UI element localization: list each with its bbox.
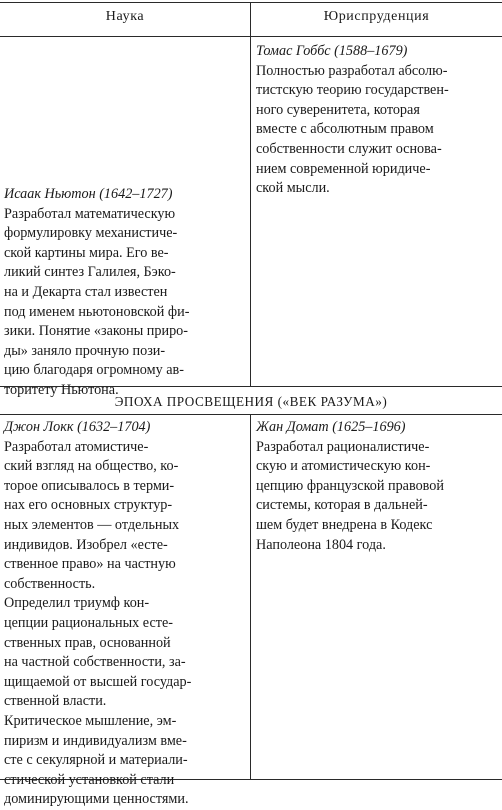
text-line: ственное право» на частную <box>4 556 176 573</box>
entry-domat <box>256 418 444 555</box>
person-years: (1625–1696) <box>332 419 406 435</box>
column-divider-upper <box>250 2 251 386</box>
text-line: ской мысли. <box>256 180 330 197</box>
text-line: ных элементов — отдельных <box>4 516 180 533</box>
era-heading: ЭПОХА ПРОСВЕЩЕНИЯ («ВЕК РАЗУМА») <box>114 394 388 409</box>
text-line: Разработал математическую <box>4 205 176 222</box>
text-line: цию благодаря огромному ав- <box>4 362 184 379</box>
text-line: цепцию французской правовой <box>256 477 444 494</box>
text-line: торое описывалось в терми- <box>4 477 175 494</box>
entry-heading <box>256 418 444 438</box>
entry-heading <box>4 185 189 205</box>
text-line: цепции рациональных есте- <box>4 614 173 631</box>
text-line: Полностью разработал абсолю- <box>256 62 448 79</box>
text-line: собственность. <box>4 575 96 592</box>
text-line: индивидов. Изобрел «есте- <box>4 536 168 553</box>
text-line: на частной собственности, за- <box>4 654 186 671</box>
text-line: сте с секулярной и материали- <box>4 752 188 769</box>
text-line: пиризм и индивидуализм вме- <box>4 732 187 749</box>
text-line: ликий синтез Галилея, Бэко- <box>4 264 176 281</box>
text-line: стической установкой стали <box>4 771 175 788</box>
person-years: (1632–1704) <box>77 419 151 435</box>
entry-locke <box>4 418 191 810</box>
text-line: на и Декарта стал известен <box>4 283 168 300</box>
text-line: тистскую теорию государствен- <box>256 82 449 99</box>
person-name: Джон Локк <box>4 419 74 435</box>
text-line: Разработал атомистиче- <box>4 438 149 455</box>
text-line: ской картины мира. Его ве- <box>4 244 169 261</box>
text-line: Определил триумф кон- <box>4 595 150 612</box>
text-line: вместе с абсолютным правом <box>256 121 434 138</box>
text-line: под именем ньютоновской фи- <box>4 303 190 320</box>
text-line: нием современной юридиче- <box>256 160 431 177</box>
text-line: Разработал рационалистиче- <box>256 438 430 455</box>
header-rule <box>0 36 502 37</box>
text-line: торитету Ньютона. <box>4 381 119 398</box>
text-line: ного суверенитета, которая <box>256 101 420 118</box>
person-name: Томас Гоббс <box>256 43 331 59</box>
text-line: ственных прав, основанной <box>4 634 171 651</box>
text-line: формулировку механистиче- <box>4 225 178 242</box>
text-line: ственной власти. <box>4 693 107 710</box>
text-line: ды» заняло прочную пози- <box>4 342 166 359</box>
text-line: системы, которая в дальней- <box>256 497 428 514</box>
entry-heading <box>256 42 449 62</box>
text-line: щищаемой от высшей государ- <box>4 673 192 690</box>
text-line: скую и атомистическую кон- <box>256 458 431 475</box>
entry-heading <box>4 418 191 438</box>
text-line: шем будет внедрена в Кодекс <box>256 516 433 533</box>
person-years: (1588–1679) <box>334 43 408 59</box>
text-line: доминирующими ценностями. <box>4 791 189 808</box>
top-rule <box>0 2 502 3</box>
person-name: Жан Домат <box>256 419 329 435</box>
entry-newton <box>4 185 189 401</box>
text-line: зики. Понятие «законы приро- <box>4 323 188 340</box>
text-line: ский взгляд на общество, ко- <box>4 458 179 475</box>
person-name: Исаак Ньютон <box>4 186 96 202</box>
text-line: нах его основных структур- <box>4 497 173 514</box>
column-divider-lower <box>250 414 251 779</box>
person-years: (1642–1727) <box>99 186 173 202</box>
era-bottom-rule <box>0 414 502 415</box>
header-science: Наука <box>105 9 145 24</box>
entry-hobbes <box>256 42 449 199</box>
text-line: Критическое мышление, эм- <box>4 712 177 729</box>
text-line: собственности служит основа- <box>256 140 442 157</box>
text-line: Наполеона 1804 года. <box>256 536 386 553</box>
header-law: Юриспруденция <box>323 9 430 24</box>
